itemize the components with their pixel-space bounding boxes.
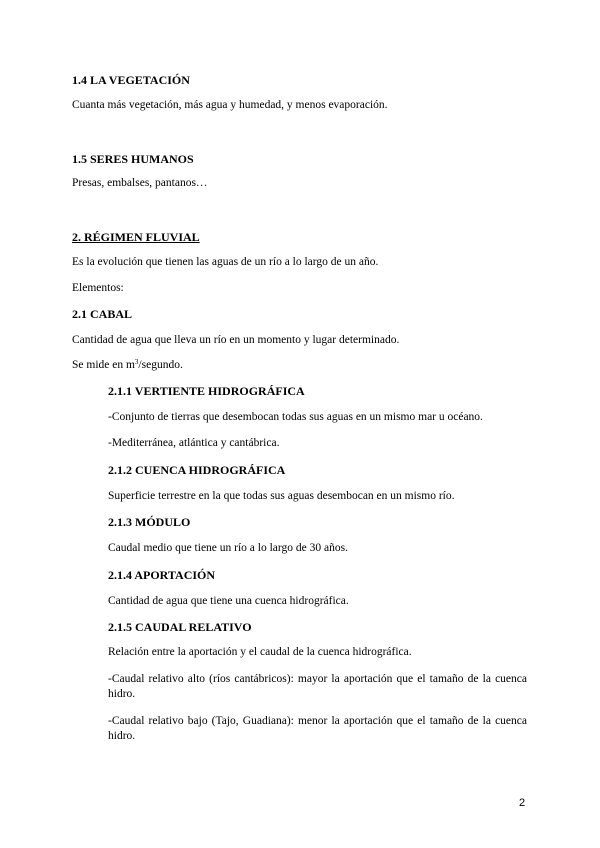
paragraph-caudal-relativo: Relación entre la aportación y el caudal de la cuenca hidrográfica.: [108, 646, 412, 658]
paragraph-seres-humanos: Presas, embalses, pantanos…: [72, 177, 208, 189]
heading-cuenca: 2.1.2 CUENCA HIDROGRÁFICA: [108, 463, 286, 477]
paragraph-cuenca: Superficie terrestre en la que todas sus aguas desembocan en un mismo río.: [108, 490, 455, 502]
paragraph-caudal-alto: -Caudal relativo alto (ríos cantábricos): mayor la aportación que el tamaño de la cuenca hidro.: [108, 673, 527, 700]
heading-vertiente: 2.1.1 VERTIENTE HIDROGRÁFICA: [108, 384, 305, 398]
unit-suffix: /segundo.: [138, 359, 183, 371]
paragraph-cabal-unit: [72, 359, 183, 371]
paragraph-aportacion: Cantidad de agua que tiene una cuenca hidrográfica.: [108, 595, 349, 607]
heading-modulo: 2.1.3 MÓDULO: [108, 515, 191, 529]
paragraph-vertiente-1: -Conjunto de tierras que desembocan todas sus aguas en un mismo mar u océano.: [108, 411, 483, 423]
heading-cabal: 2.1 CABAL: [72, 307, 133, 321]
paragraph-vertiente-2: -Mediterránea, atlántica y cantábrica.: [108, 437, 280, 449]
heading-vegetacion: 1.4 LA VEGETACIÓN: [72, 73, 190, 87]
paragraph-elementos: Elementos:: [72, 282, 124, 294]
paragraph-cabal: Cantidad de agua que lleva un río en un momento y lugar determinado.: [72, 334, 400, 346]
unit-prefix: Se mide en m: [72, 359, 135, 371]
heading-seres-humanos: 1.5 SERES HUMANOS: [72, 152, 194, 166]
unit-superscript: 3: [134, 358, 139, 366]
heading-caudal-relativo: 2.1.5 CAUDAL RELATIVO: [108, 620, 252, 634]
paragraph-caudal-bajo: -Caudal relativo bajo (Tajo, Guadiana): menor la aportación que el tamaño de la cuenca hidro.: [108, 715, 527, 742]
heading-aportacion: 2.1.4 APORTACIÓN: [108, 568, 216, 582]
paragraph-regimen: Es la evolución que tienen las aguas de un río a lo largo de un año.: [72, 256, 379, 268]
paragraph-vegetacion: Cuanta más vegetación, más agua y humedad, y menos evaporación.: [72, 99, 388, 111]
heading-regimen-fluvial: 2. RÉGIMEN FLUVIAL: [72, 230, 200, 244]
paragraph-modulo: Caudal medio que tiene un río a lo largo de 30 años.: [108, 542, 348, 554]
page-number: 2: [519, 797, 526, 809]
